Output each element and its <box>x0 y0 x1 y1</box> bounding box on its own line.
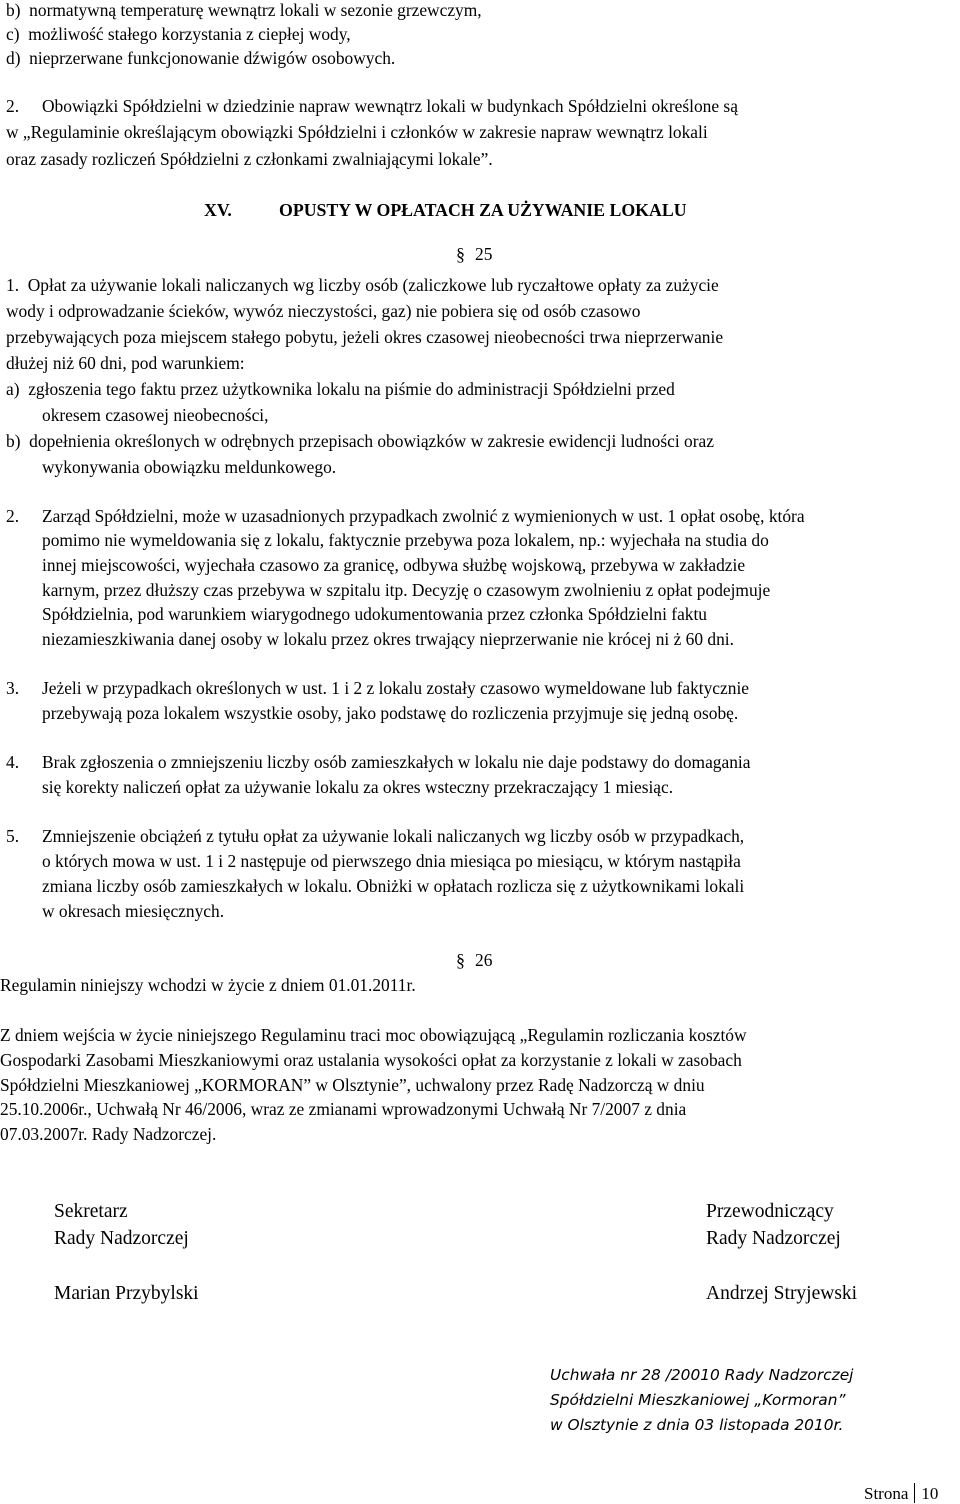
p2-line: niezamieszkiwania danej osoby w lokalu przez okres trwający nieprzerwanie nie krócej ni ż 60 dni. <box>42 629 734 649</box>
p1-line: dłużej niż 60 dni, pod warunkiem: <box>6 353 245 373</box>
signature-right-role: Przewodniczący <box>706 1201 834 1222</box>
p4-line: się korekty naliczeń opłat za używanie lokalu za okres wsteczny przekraczający 1 miesiąc. <box>42 777 674 797</box>
entry-into-force: Regulamin niniejszy wchodzi w życie z dniem 01.01.2011r. <box>0 975 416 995</box>
resolution-note-line: Spółdzielni Mieszkaniowej „Kormoran” <box>550 1391 846 1409</box>
signature-right-name: Andrzej Stryjewski <box>706 1283 858 1304</box>
p1-line: 1. Opłat za używanie lokali naliczanych wg liczby osób (zaliczkowe lub ryczałtowe opłaty za zużycie <box>6 275 719 295</box>
page-separator <box>914 1483 915 1503</box>
p2-line: pomimo nie wymeldowania się z lokalu, faktycznie przebywa poza lokalem, np.: wyjechała na studia do <box>42 530 769 550</box>
p2-number: 2. <box>6 506 20 526</box>
signature-left-role: Sekretarz <box>54 1201 128 1222</box>
p1-item-a: a) zgłoszenia tego faktu przez użytkownika lokalu na piśmie do administracji Spółdzielni przed <box>6 379 675 399</box>
p5-line: w okresach miesięcznych. <box>42 901 225 921</box>
signature-right-body: Rady Nadzorczej <box>706 1228 841 1249</box>
point2-line: w „Regulaminie określającym obowiązki Spółdzielni i członków w zakresie napraw wewnątrz lokali <box>6 122 708 142</box>
p2-line: karnym, przez dłuższy czas przebywa w szpitalu itp. Decyzję o czasowym zwolnieniu z opłat podejmuje <box>42 580 771 600</box>
section-sign: § <box>456 244 465 264</box>
section-title: OPUSTY W OPŁATACH ZA UŻYWANIE LOKALU <box>279 200 687 220</box>
p3-number: 3. <box>6 678 20 698</box>
list-item-d: d) nieprzerwane funkcjonowanie dźwigów osobowych. <box>6 48 396 68</box>
page-label: Strona <box>864 1484 909 1503</box>
closing-line: Gospodarki Zasobami Mieszkaniowymi oraz ustalania wysokości opłat za korzystanie z lokali w zasobach <box>0 1050 742 1070</box>
p5-line: Zmniejszenie obciążeń z tytułu opłat za używanie lokali naliczanych wg liczby osób w przypadkach, <box>42 826 745 846</box>
point2-line: Obowiązki Spółdzielni w dziedzinie napraw wewnątrz lokali w budynkach Spółdzielni określone są <box>42 96 738 116</box>
p4-line: Brak zgłoszenia o zmniejszeniu liczby osób zamieszkałych w lokalu nie daje podstawy do domagania <box>42 752 751 772</box>
section-sign: § <box>456 950 465 970</box>
p3-line: przebywają poza lokalem wszystkie osoby, jako podstawę do rozliczenia przyjmuje się jedną osobę. <box>42 703 739 723</box>
p1-item-b: b) dopełnienia określonych w odrębnych przepisach obowiązków w zakresie ewidencji ludności oraz <box>6 431 714 451</box>
p5-line: zmiana liczby osób zamieszkałych w lokalu. Obniżki w opłatach rozlicza się z użytkownikami lokali <box>42 876 745 896</box>
p3-line: Jeżeli w przypadkach określonych w ust. 1 i 2 z lokalu zostały czasowo wymeldowane lub faktycznie <box>42 678 749 698</box>
resolution-note-line: Uchwała nr 28 /20010 Rady Nadzorczej <box>550 1366 854 1384</box>
paragraph-number: 26 <box>475 950 493 970</box>
p1-line: wody i odprowadzanie ścieków, wywóz nieczystości, gaz) nie pobiera się od osób czasowo <box>6 301 641 321</box>
p2-line: Zarząd Spółdzielni, może w uzasadnionych przypadkach zwolnić z wymienionych w ust. 1 opłat osobę, która <box>42 506 805 526</box>
section-number: XV. <box>204 200 232 220</box>
list-item-c: c) możliwość stałego korzystania z ciepłej wody, <box>6 24 351 44</box>
list-item-b: b) normatywną temperaturę wewnątrz lokali w sezonie grzewczym, <box>6 0 482 20</box>
closing-line: Z dniem wejścia w życie niniejszego Regulaminu traci moc obowiązującą „Regulamin rozliczania kosztów <box>0 1025 747 1045</box>
signature-left-name: Marian Przybylski <box>54 1283 199 1304</box>
closing-line: Spółdzielni Mieszkaniowej „KORMORAN” w Olsztynie”, uchwalony przez Radę Nadzorczą w dniu <box>0 1075 705 1095</box>
point-number: 2. <box>6 96 20 116</box>
closing-line: 25.10.2006r., Uchwałą Nr 46/2006, wraz ze zmianami wprowadzonymi Uchwałą Nr 7/2007 z dnia <box>0 1099 687 1119</box>
p1-item-a-cont: okresem czasowej nieobecności, <box>42 405 269 425</box>
p5-line: o których mowa w ust. 1 i 2 następuje od pierwszego dnia miesiąca po miesiącu, w którym nastąpiła <box>42 851 741 871</box>
page-footer <box>864 1483 938 1504</box>
paragraph-mark-25 <box>456 244 492 264</box>
paragraph-number: 25 <box>475 244 493 264</box>
p4-number: 4. <box>6 752 20 772</box>
page-number: 10 <box>921 1484 939 1503</box>
p5-number: 5. <box>6 826 20 846</box>
paragraph-mark-26 <box>456 950 492 970</box>
p2-line: innej miejscowości, wyjechała czasowo za granicę, odbywa służbę wojskową, przebywa w zakładzie <box>42 555 746 575</box>
p2-line: Spółdzielnia, pod warunkiem wiarygodnego udokumentowania przez członka Spółdzielni faktu <box>42 604 708 624</box>
resolution-note-line: w Olsztynie z dnia 03 listopada 2010r. <box>550 1416 844 1434</box>
signature-left-body: Rady Nadzorczej <box>54 1228 189 1249</box>
point2-line: oraz zasady rozliczeń Spółdzielni z członkami zwalniającymi lokale”. <box>6 149 493 169</box>
p1-item-b-cont: wykonywania obowiązku meldunkowego. <box>42 457 337 477</box>
p1-line: przebywających poza miejscem stałego pobytu, jeżeli okres czasowej nieobecności trwa nieprzerwanie <box>6 327 724 347</box>
closing-line: 07.03.2007r. Rady Nadzorczej. <box>0 1124 217 1144</box>
